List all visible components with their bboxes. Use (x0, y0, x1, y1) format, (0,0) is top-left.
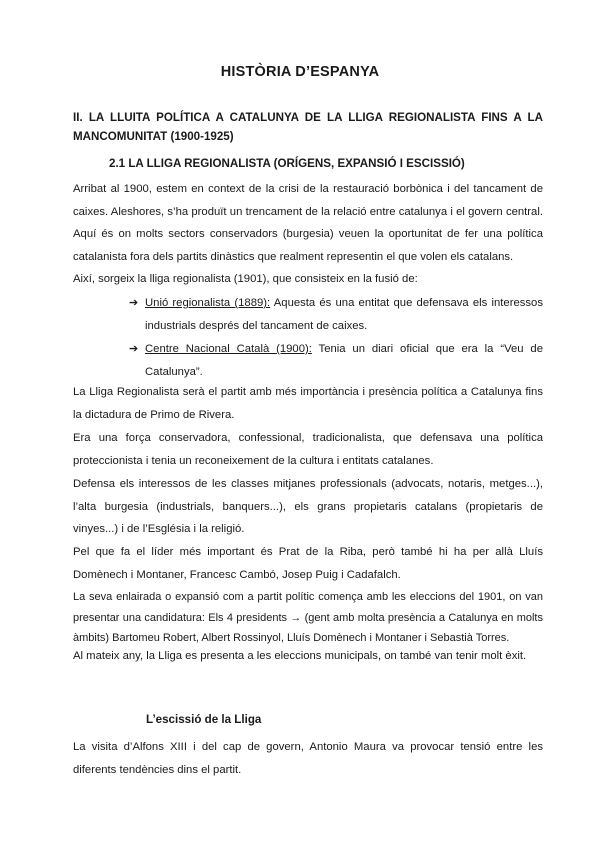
arrow-icon: ➔ (129, 343, 139, 355)
bullet-description: Tenia un diari oficial que era la “Veu de Catalunya”. (145, 343, 543, 378)
bullet-text (145, 292, 543, 337)
bullet-description: Aquesta és una entitat que defensava els interessos industrials després del tancament de caixes. (145, 297, 543, 332)
bullet-term: Centre Nacional Català (1900): (145, 343, 312, 355)
paragraph-lliga-importance: La Lliga Regionalista serà el partit amb més importància i presència política a Catalunya fins la dictadura de Primo de Rivera. (73, 386, 543, 421)
intro-paragraph: Arribat al 1900, estem en context de la crisi de la restauració borbònica i del tancament de caixes. Aleshores, s’ha produït un trencament de la relació entre catalunya i el govern central. Aquí és on molts sectors conservadors (burgesia) veuen la oportunitat de fer una política catalanista fora dels partits dinàstics que realment representin el que volen els catalans. (73, 183, 543, 263)
paragraph-leaders: Pel que fa el líder més important és Prat de la Riba, però també hi ha per allà Lluís Domènech i Montaner, Francesc Cambó, Josep Puig i Cadafalch. (73, 546, 543, 581)
bullet-centre-nacional (129, 338, 543, 383)
bullet-unio-regionalista (129, 292, 543, 337)
schism-paragraph: La visita d’Alfons XIII i del cap de govern, Antonio Maura va provocar tensió entre les diferents tendències dins el partit. (73, 741, 543, 776)
bullet-text (145, 338, 543, 383)
paragraph-municipal: Al mateix any, la Lliga es presenta a les eleccions municipals, on també van tenir molt èxit. (73, 650, 527, 662)
bullet-term: Unió regionalista (1889): (145, 297, 271, 309)
paragraph-conservative-force: Era una força conservadora, confessional, tradicionalista, que defensava una política proteccionista i tenia un reconeixement de la cultura i entitats catalanes. (73, 432, 543, 467)
paragraph-interests: Defensa els interessos de les classes mitjanes professionals (advocats, notaris, metges...), l’alta burgesia (industrials, banquers...), els grans propietaris catalans (propietaris de vinyes...) i de l’Església i la religió. (73, 478, 543, 536)
fusion-paragraph: Així, sorgeix la lliga regionalista (1901), que consisteix en la fusió de: (73, 273, 418, 285)
section-heading: II. LA LLUITA POLÍTICA A CATALUNYA DE LA LLIGA REGIONALISTA FINS A LA MANCOMUNITAT (1900-1925) (73, 111, 543, 143)
arrow-icon: ➔ (129, 297, 139, 309)
subsection-heading: 2.1 LA LLIGA REGIONALISTA (ORÍGENS, EXPANSIÓ I ESCISSIÓ) (109, 157, 465, 170)
schism-heading: L’escissió de la Lliga (146, 713, 262, 726)
paragraph-expansion: La seva enlairada o expansió com a partit polític comença amb les eleccions del 1901, on van presentar una candidatura: Els 4 presidents → (gent amb molta presència a Catalunya en molts àmbits) Bartomeu Robert, Albert Rossinyol, Lluís Domènech i Montaner i Sebastià Torres. (73, 591, 543, 645)
page-title: HISTÒRIA D’ESPANYA (220, 64, 380, 80)
